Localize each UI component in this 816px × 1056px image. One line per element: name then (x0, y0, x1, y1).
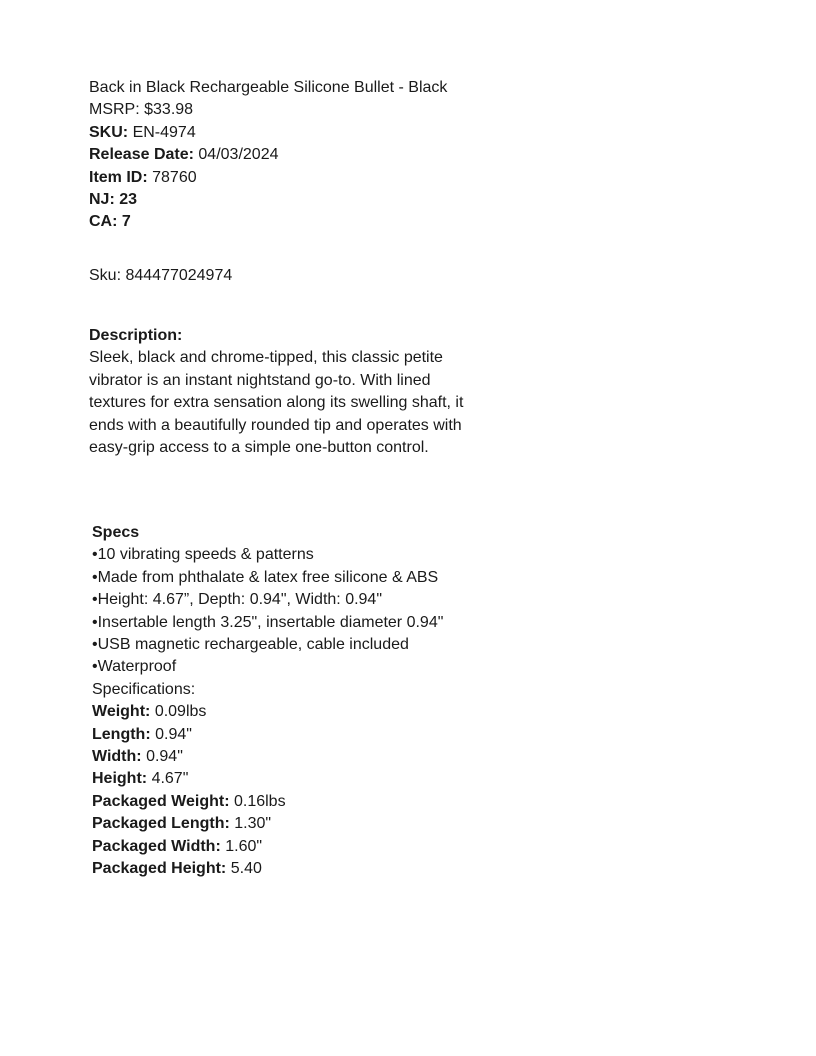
release-date-value: 04/03/2024 (198, 146, 279, 164)
spec-row-value: 1.60" (225, 837, 263, 855)
spec-row-length (92, 724, 443, 746)
spec-row-value: 4.67" (151, 770, 189, 788)
product-header (89, 77, 447, 234)
upc-label: Sku: (89, 267, 122, 284)
upc-line (89, 265, 232, 287)
spec-row-height (92, 768, 443, 790)
product-title: Back in Black Rechargeable Silicone Bullet - Black (89, 79, 448, 96)
ca-label: CA: (89, 213, 118, 231)
spec-row-label: Width: (92, 748, 142, 766)
spec-row-label: Length: (92, 725, 151, 743)
sku-value: EN-4974 (132, 123, 196, 141)
item-id-line (89, 167, 447, 189)
spec-row-label: Packaged Weight: (92, 792, 230, 810)
nj-line (89, 189, 447, 211)
spec-row-value: 0.16lbs (233, 792, 286, 810)
spec-row-packaged-weight (92, 791, 443, 813)
spec-bullet: •Insertable length 3.25", insertable diameter 0.94" (92, 613, 444, 631)
spec-row-packaged-width (92, 836, 443, 858)
release-date-line (89, 144, 447, 166)
spec-row-label: Packaged Width: (92, 837, 221, 855)
spec-bullet: •10 vibrating speeds & patterns (92, 546, 314, 564)
spec-row-packaged-length (92, 813, 443, 835)
msrp-line (89, 99, 447, 121)
description-text: Sleek, black and chrome-tipped, this classic petite vibrator is an instant nightstand go-to. With lined textures for extra sensation along its swelling shaft, it ends with a beautifully rounded tip and operates with easy-grip access to a simple one-button control. (89, 349, 464, 457)
item-id-value: 78760 (152, 168, 197, 186)
spec-row-value: 0.94" (146, 748, 183, 766)
ca-value: 7 (121, 213, 131, 231)
spec-row-label: Height: (92, 770, 148, 788)
spec-row-width (92, 746, 443, 768)
description-heading: Description: (89, 327, 183, 344)
spec-bullet: •Height: 4.67”, Depth: 0.94", Width: 0.94" (92, 591, 383, 609)
ca-line (89, 211, 447, 233)
msrp-label: MSRP: (89, 101, 140, 119)
spec-row-packaged-height (92, 858, 443, 880)
spec-row-value: 5.40 (230, 860, 262, 878)
spec-bullet: •USB magnetic rechargeable, cable included (92, 636, 409, 654)
sku-label: SKU: (89, 123, 129, 141)
nj-label: NJ: (89, 191, 115, 209)
spec-row-weight (92, 701, 443, 723)
spec-bullet: •Waterproof (92, 658, 177, 676)
spec-row-value: 0.09lbs (154, 703, 207, 721)
spec-row-label: Weight: (92, 703, 151, 721)
specs-block (92, 522, 443, 881)
description-block (89, 325, 479, 459)
spec-row-value: 0.94" (155, 725, 192, 743)
specs-heading: Specs (92, 524, 140, 541)
upc-value: 844477024974 (125, 267, 233, 284)
item-id-label: Item ID: (89, 168, 148, 186)
spec-row-label: Packaged Length: (92, 815, 230, 833)
sku-line (89, 122, 447, 144)
msrp-value: $33.98 (144, 101, 194, 119)
spec-row-value: 1.30" (234, 815, 272, 833)
upc-block (89, 265, 232, 287)
nj-value: 23 (119, 191, 138, 209)
specifications-heading: Specifications: (92, 680, 196, 698)
spec-row-label: Packaged Height: (92, 860, 227, 878)
release-date-label: Release Date: (89, 146, 194, 164)
spec-bullet: •Made from phthalate & latex free silicone & ABS (92, 568, 439, 586)
